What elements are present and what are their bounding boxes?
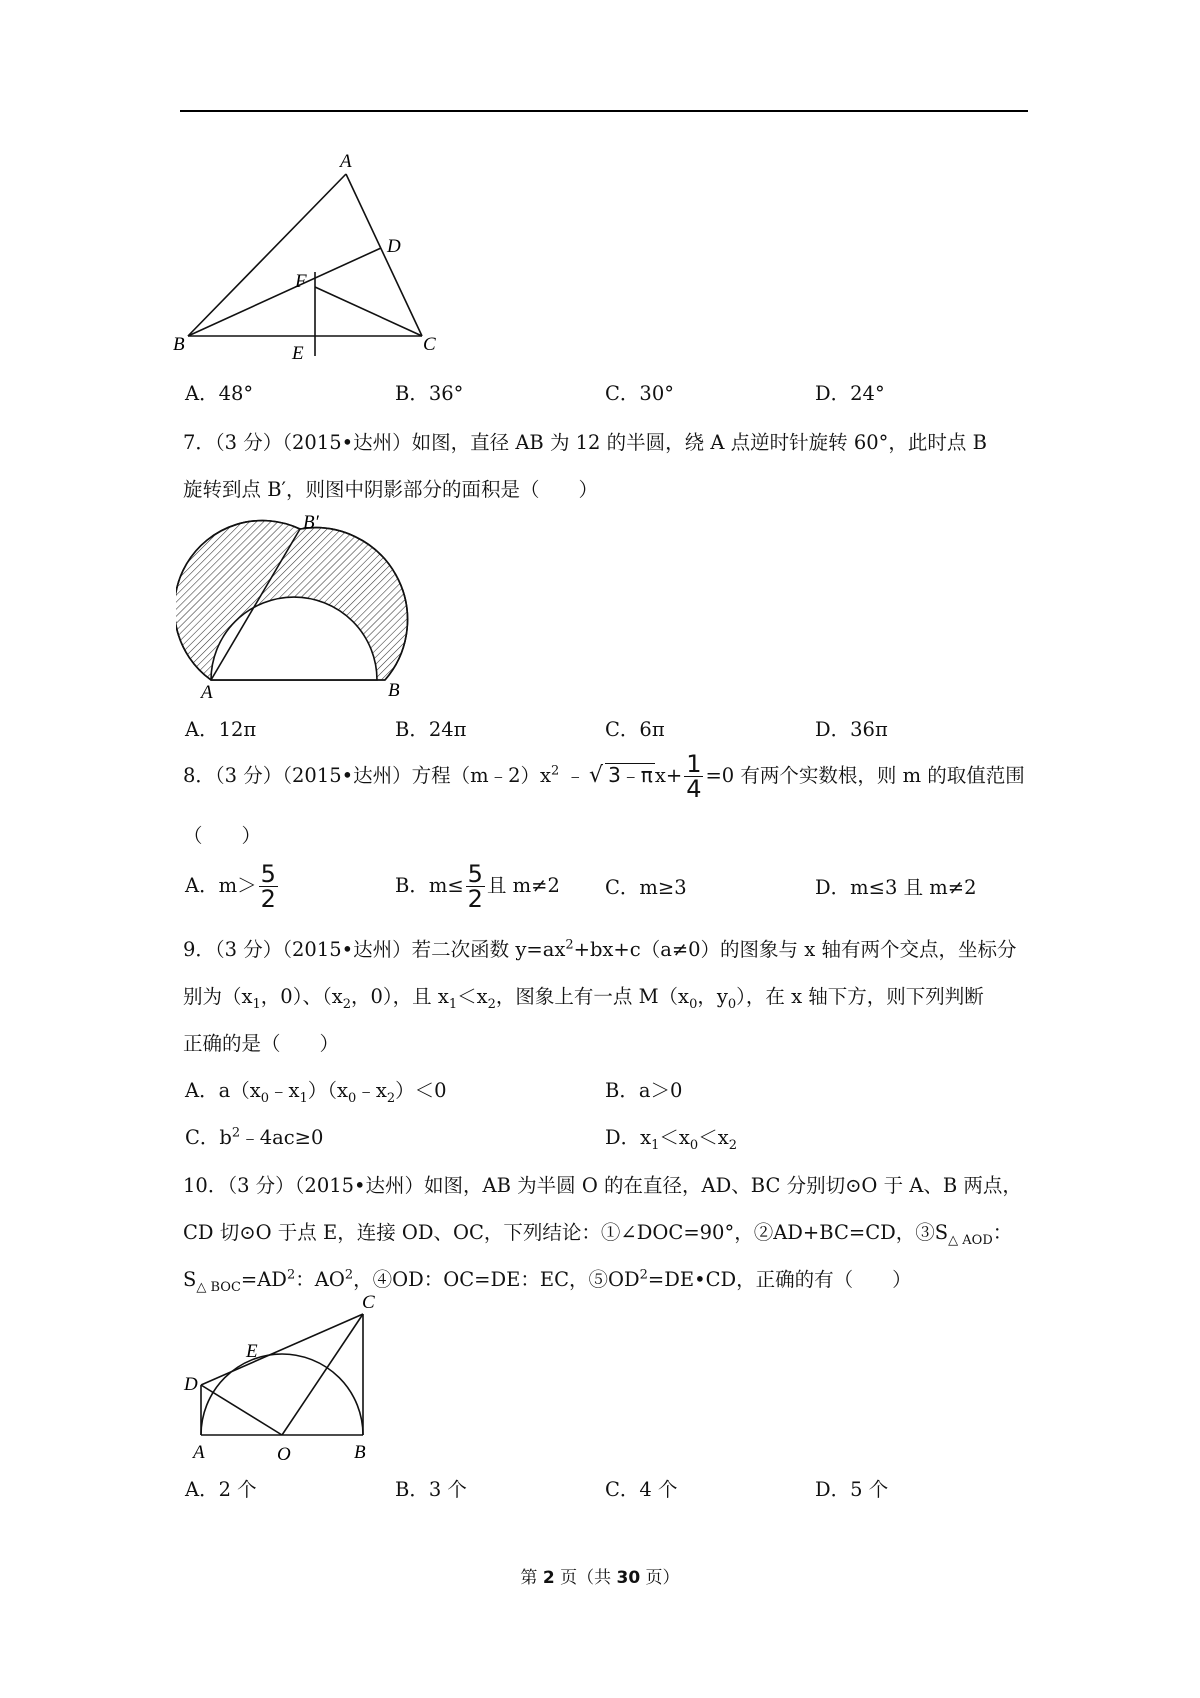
page-total: 30 xyxy=(616,1568,641,1588)
label-d: D xyxy=(387,236,401,257)
label-c: C xyxy=(362,1292,375,1313)
q10-option-c[interactable]: C．4 个 xyxy=(605,1478,678,1501)
fraction-five-halves: $\frac{5}{2}$ xyxy=(467,860,483,913)
q9-option-a[interactable]: A．$a(x_0﹣x_1)(x_0﹣x_2)<0$ xyxy=(185,1079,447,1106)
q9-line-3: 正确的是（ ） xyxy=(183,1032,340,1055)
q9-option-c[interactable]: C．$b^2﹣4ac\ge 0$ xyxy=(185,1125,324,1149)
q8-option-d[interactable]: D．m≤3 且 m≠2 xyxy=(815,876,977,899)
q10-option-b[interactable]: B．3 个 xyxy=(395,1478,467,1501)
q8-line-2: （ ） xyxy=(183,824,262,847)
q9-line-1: 9．（3 分）（2015•达州）若二次函数 $y=ax^2+bx+c(a\ne 0)$的图象与 x 轴有两个交点，坐标分 xyxy=(183,937,1017,961)
q6-triangle-figure xyxy=(170,150,460,360)
q7-option-a[interactable]: A．12π xyxy=(185,718,257,741)
q8-option-a[interactable]: A．m＞ $\frac{5}{2}$ xyxy=(185,860,276,913)
label-a: A xyxy=(340,151,352,172)
q7-line-1: 7．（3 分）（2015•达州）如图，直径 AB 为 12 的半圆，绕 A 点逆时针旋转 60°，此时点 B xyxy=(183,431,987,454)
label-b: B xyxy=(354,1442,366,1463)
q10-option-a[interactable]: A．2 个 xyxy=(185,1478,257,1501)
segment-od xyxy=(201,1385,282,1435)
q9-line-2: 别为（$x_1$，0）、（$x_2$，0），且 $x_1<x_2$，图象上有一点 $M(x_0$，$y_0$），在 x 轴下方，则下列判断 xyxy=(183,985,984,1012)
q10-tangent-figure xyxy=(176,1290,386,1468)
q10-line-2: CD 切⊙O 于点 E，连接 OD、OC，下列结论：①∠DOC=90°，②AD+BC=CD，$③S_{\triangle AOD}$： xyxy=(183,1221,1013,1248)
semicircle-o xyxy=(201,1354,363,1435)
label-f: F xyxy=(295,271,307,292)
q7-line-2: 旋转到点 B′，则图中阴影部分的面积是（ ） xyxy=(183,478,598,501)
q7-option-c[interactable]: C．6π xyxy=(605,718,665,741)
q9-option-d[interactable]: D．$x_1<x_0<x_2$ xyxy=(605,1126,737,1153)
q10-line-3: $S_{\triangle BOC}=AD^2$：$AO^2$，④OD：OC=DE：EC，$⑤OD^2=DE•CD$，正确的有（ ） xyxy=(183,1267,912,1295)
q8-line-1: 8．（3 分）（2015•达州）方程$(m﹣2)x^2$ ﹣ √ 3﹣π x+ $\frac{1}{4}$ =0 有两个实数根，则 m 的取值范围 xyxy=(183,750,1025,803)
label-o: O xyxy=(277,1444,291,1465)
label-e: E xyxy=(292,343,304,360)
segment-fc xyxy=(315,287,422,336)
q8-option-b[interactable]: B．m≤ $\frac{5}{2}$ 且 m≠2 xyxy=(395,860,560,913)
label-b: B xyxy=(388,680,400,701)
label-a: A xyxy=(201,682,213,702)
fraction-one-quarter: $\frac{1}{4}$ xyxy=(686,750,702,803)
segment-ac xyxy=(346,174,422,336)
q7-option-b[interactable]: B．24π xyxy=(395,718,467,741)
segment-bd xyxy=(188,248,381,336)
label-b-prime: B′ xyxy=(303,512,319,533)
label-c: C xyxy=(423,334,436,355)
label-d: D xyxy=(184,1374,198,1395)
q6-option-c[interactable]: C．30° xyxy=(605,382,674,405)
q7-option-d[interactable]: D．36π xyxy=(815,718,888,741)
q6-option-d[interactable]: D．24° xyxy=(815,382,885,405)
page-footer: 第 2 页（共 30 页） xyxy=(520,1568,680,1588)
label-e: E xyxy=(246,1341,258,1362)
q7-semicircle-figure xyxy=(176,510,416,702)
label-b: B xyxy=(173,334,185,355)
q6-option-a[interactable]: A．48° xyxy=(185,382,254,405)
q10-option-d[interactable]: D．5 个 xyxy=(815,1478,889,1501)
page-number: 2 xyxy=(542,1568,555,1588)
label-a: A xyxy=(193,1442,205,1463)
q6-option-b[interactable]: B．36° xyxy=(395,382,464,405)
q9-option-b[interactable]: B．a＞0 xyxy=(605,1079,683,1102)
header-rule xyxy=(180,110,1028,112)
q8-option-c[interactable]: C．m≥3 xyxy=(605,876,687,899)
radicand: 3﹣π xyxy=(605,763,655,787)
radical-sign: √ xyxy=(589,763,604,788)
segment-ab xyxy=(188,174,346,336)
q10-line-1: 10．（3 分）（2015•达州）如图，AB 为半圆 O 的在直径，AD、BC 分别切⊙O 于 A、B 两点， xyxy=(183,1174,1022,1197)
fraction-five-halves: $\frac{5}{2}$ xyxy=(260,860,276,913)
